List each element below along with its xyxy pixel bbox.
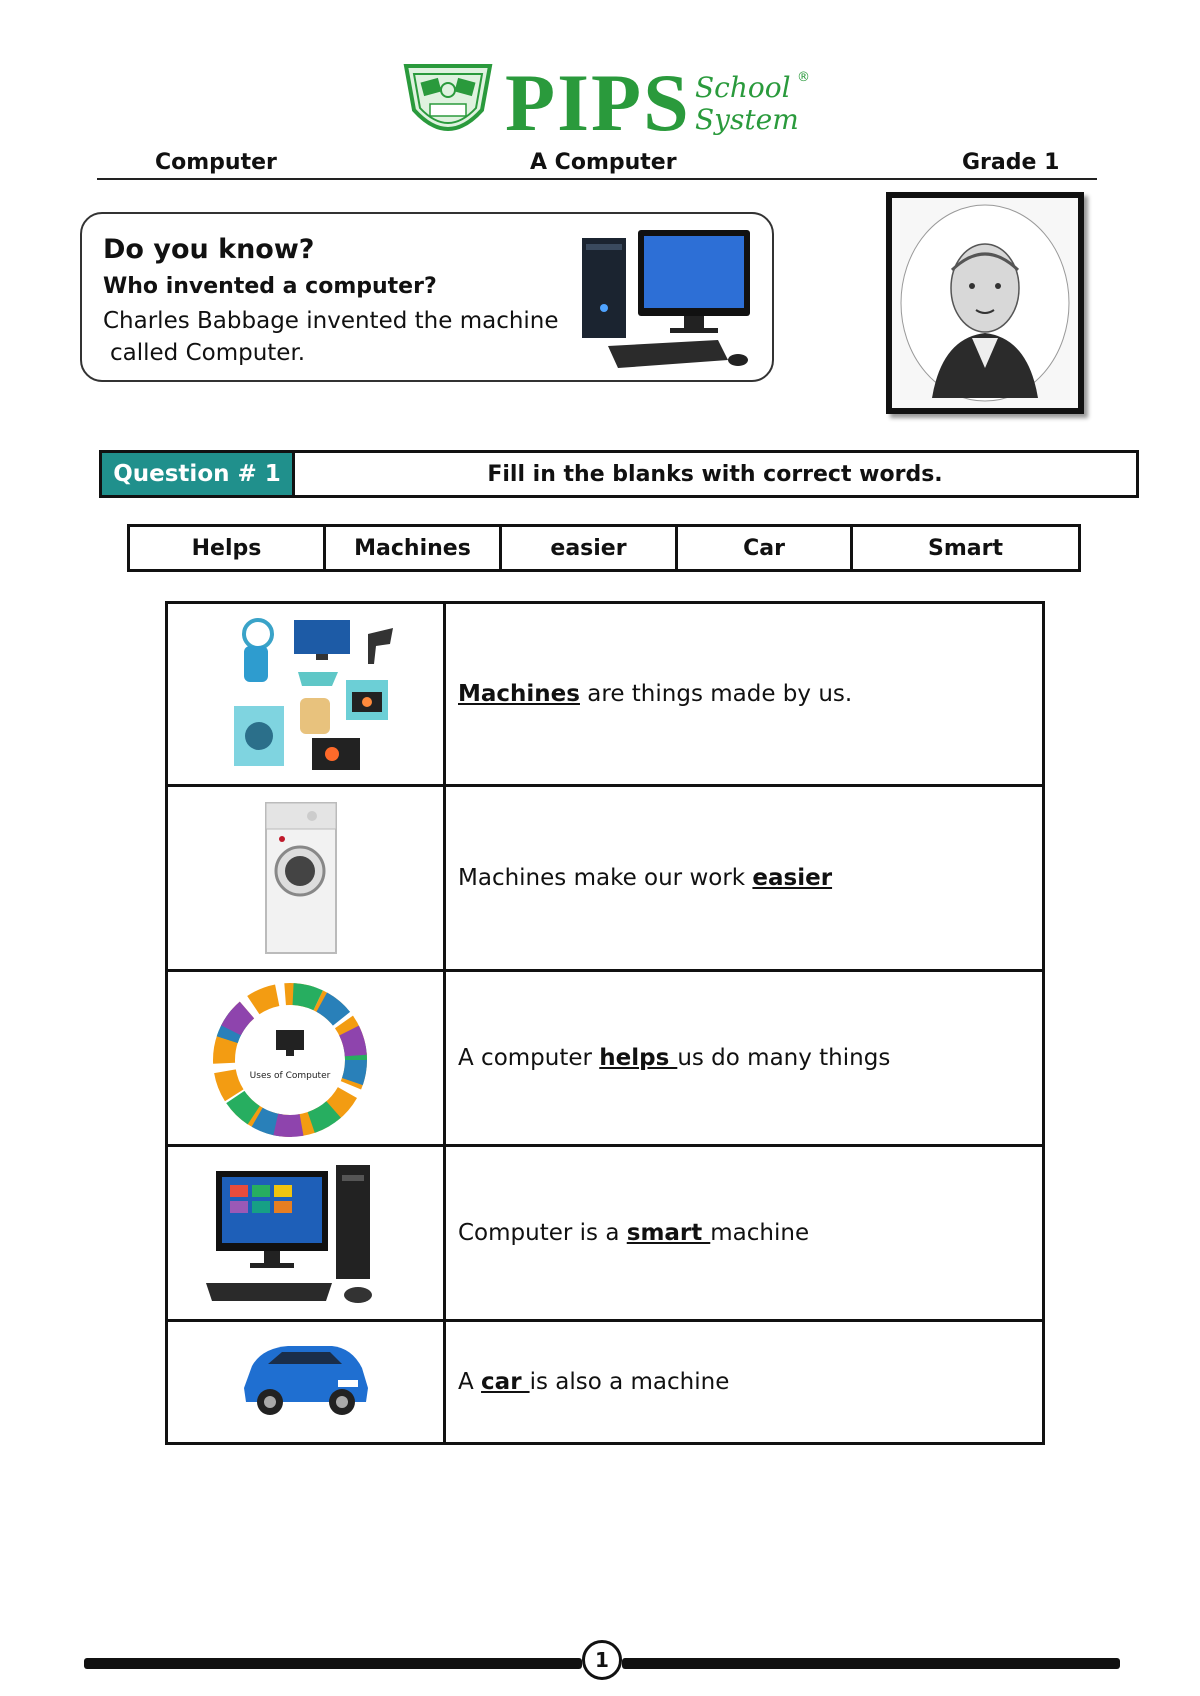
- topic-label: A Computer: [530, 150, 677, 175]
- sentence-after: is also a machine: [529, 1369, 730, 1395]
- registered-mark: ®: [797, 70, 810, 85]
- question-instruction: Fill in the blanks with correct words.: [487, 461, 943, 487]
- answer-word: car: [481, 1369, 530, 1395]
- school-crest-logo: [400, 60, 496, 148]
- sentence-before: Computer is a: [458, 1220, 627, 1246]
- sentence-before: A computer: [458, 1045, 600, 1071]
- brand-subtitle-line1: School: [695, 71, 791, 104]
- footer-line-left: [84, 1658, 582, 1669]
- charles-babbage-portrait: [886, 192, 1084, 414]
- uses-of-computer-image: [212, 982, 368, 1138]
- info-answer-line1: Charles Babbage invented the machine: [103, 308, 559, 334]
- fill-in-table: [165, 601, 1045, 1445]
- desktop-computer-image: [578, 228, 758, 374]
- word-bank: [127, 524, 1081, 572]
- info-question: Who invented a computer?: [103, 274, 437, 299]
- answer-word: smart: [626, 1220, 711, 1246]
- info-title: Do you know?: [103, 234, 315, 265]
- sentence-after: are things made by us.: [579, 681, 853, 707]
- brand-subtitle-line2: System: [695, 103, 799, 136]
- word-bank-item: easier: [502, 527, 678, 569]
- sentence: [446, 604, 1042, 784]
- computer-set-image: [202, 1161, 392, 1311]
- answer-word: Machines: [458, 681, 580, 707]
- table-row: [168, 1147, 1042, 1322]
- brand-subtitle: [695, 72, 799, 136]
- sentence-before: A: [458, 1369, 482, 1395]
- washing-machine-image: [264, 801, 338, 957]
- header-divider: [97, 178, 1097, 180]
- car-image: [238, 1336, 372, 1422]
- sentence-after: machine: [710, 1220, 810, 1246]
- page-number: 1: [582, 1640, 622, 1680]
- image-cell: [168, 1322, 446, 1442]
- table-row: [168, 972, 1042, 1147]
- word-bank-item: Helps: [130, 527, 326, 569]
- footer-line-right: [622, 1658, 1120, 1669]
- sentence: [446, 1322, 1042, 1442]
- answer-word: helps: [599, 1045, 678, 1071]
- answer-word: easier: [752, 865, 833, 891]
- word-bank-item: Car: [678, 527, 853, 569]
- grade-label: Grade 1: [962, 150, 1060, 175]
- sentence-before: Machines make our work: [458, 865, 753, 891]
- image-cell: [168, 787, 446, 969]
- subject-label: Computer: [155, 150, 277, 175]
- sentence: [446, 787, 1042, 969]
- info-answer-line2: called Computer.: [110, 340, 306, 366]
- image-cell: [168, 1147, 446, 1319]
- image-cell: [168, 972, 446, 1144]
- table-row: [168, 1322, 1042, 1442]
- image-cell: [168, 604, 446, 784]
- word-bank-item: Machines: [326, 527, 502, 569]
- sentence: [446, 972, 1042, 1144]
- household-machines-image: [228, 614, 398, 774]
- table-row: [168, 604, 1042, 787]
- word-bank-item: Smart: [928, 535, 1003, 561]
- table-row: [168, 787, 1042, 972]
- sentence: [446, 1147, 1042, 1319]
- brand-name: PIPS: [505, 57, 691, 148]
- uses-caption: Uses of Computer: [249, 1071, 331, 1081]
- question-label: Question # 1: [102, 453, 292, 495]
- sentence-after: us do many things: [677, 1045, 891, 1071]
